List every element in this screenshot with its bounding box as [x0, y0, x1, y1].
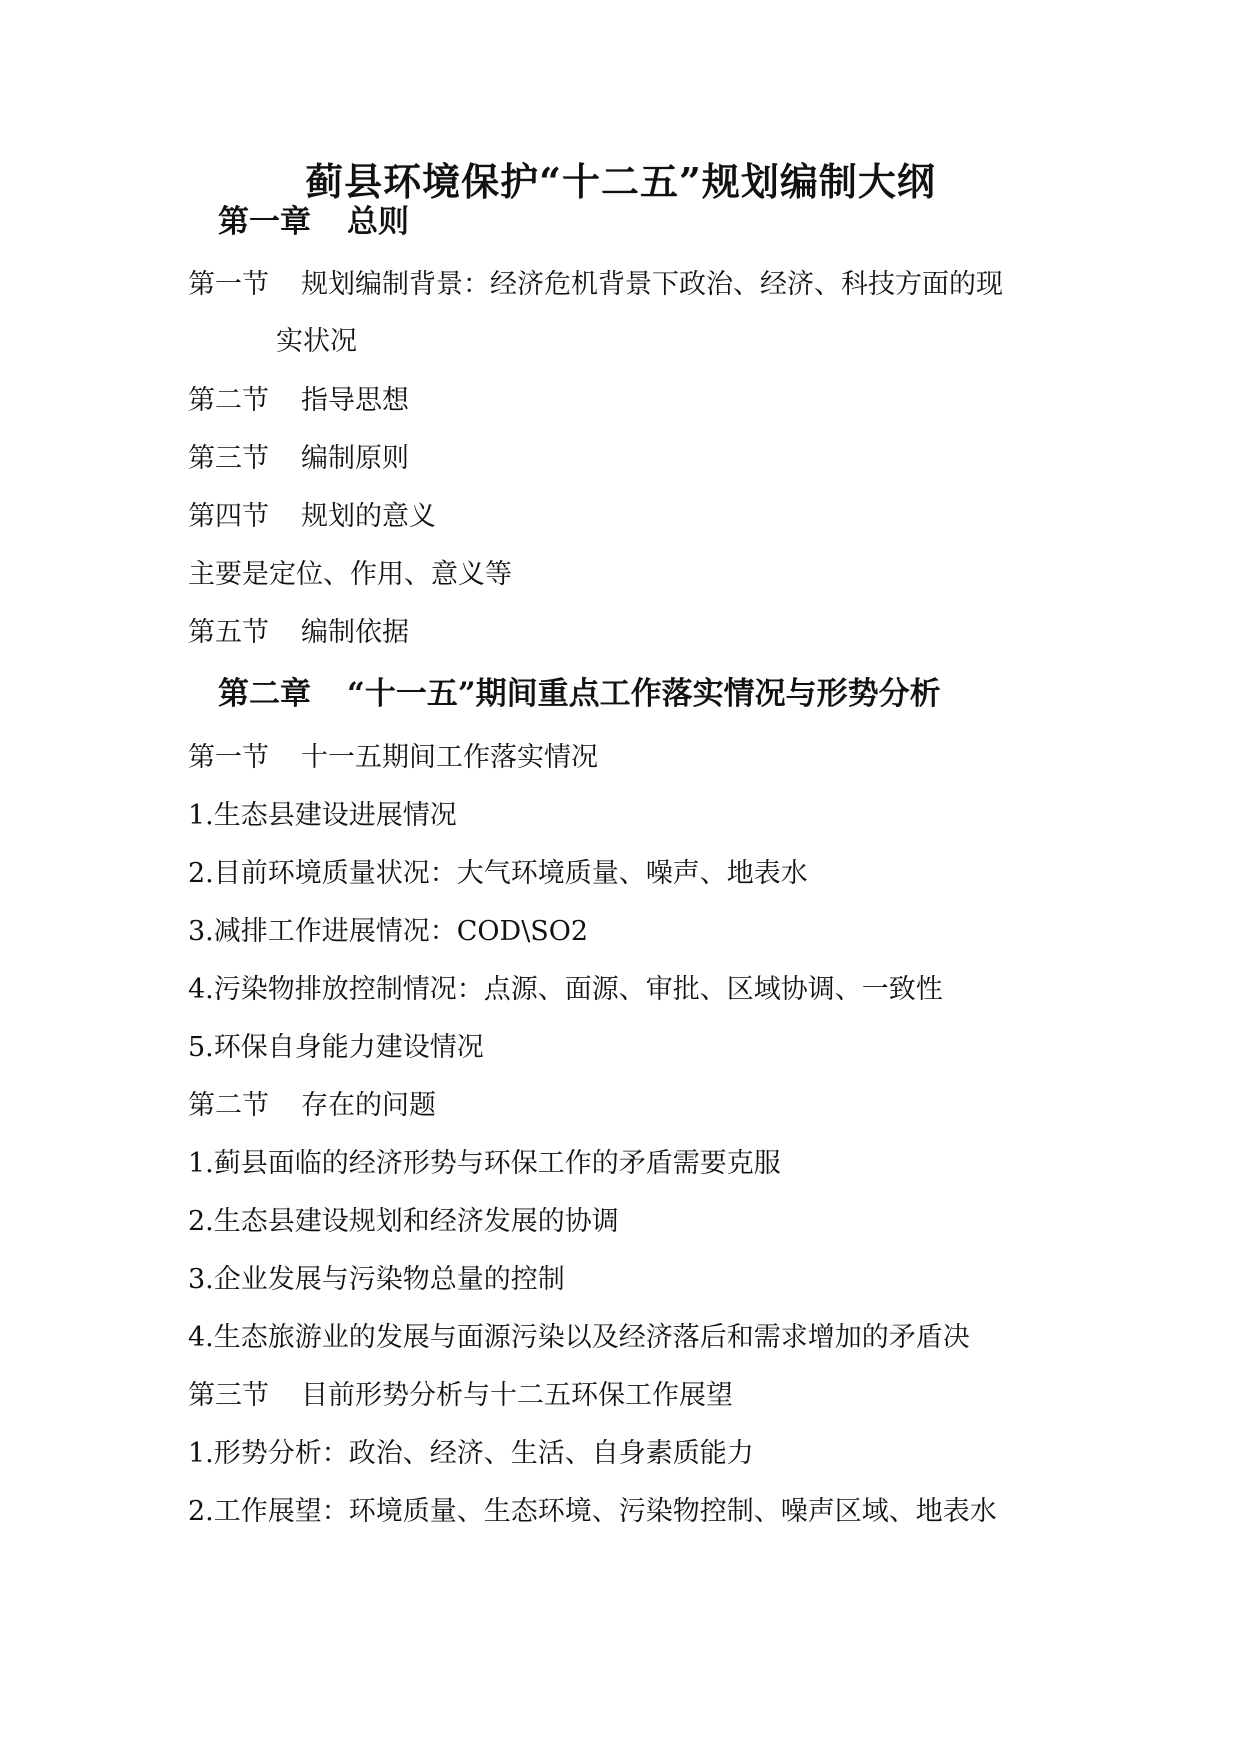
- list-item: 1.形势分析：政治、经济、生活、自身素质能力: [188, 1438, 754, 1469]
- ch1-section-4: [188, 497, 436, 537]
- chapter-1-heading: [218, 200, 409, 244]
- section-number: 第三节: [188, 443, 269, 474]
- chapter-1-number: 第一章: [218, 204, 311, 240]
- list-item: 5.环保自身能力建设情况: [188, 1032, 484, 1063]
- ch2-section-1: [188, 738, 598, 778]
- section-number: 第三节: [188, 1380, 269, 1411]
- section-title: 存在的问题: [301, 1090, 436, 1121]
- section-number: 第二节: [188, 385, 269, 416]
- ch1-section-2: [188, 381, 409, 421]
- chapter-2-title: “十一五”期间重点工作落实情况与形势分析: [347, 676, 941, 712]
- section-title: 编制原则: [301, 443, 409, 474]
- list-item: 4.生态旅游业的发展与面源污染以及经济落后和需求增加的矛盾决: [188, 1322, 970, 1353]
- list-item: 1.生态县建设进展情况: [188, 800, 457, 831]
- list-item: 3.减排工作进展情况：COD\SO2: [188, 916, 589, 947]
- ch2-section-3: [188, 1376, 733, 1416]
- ch1-section-5: [188, 613, 409, 653]
- section-number: 第一节: [188, 742, 269, 773]
- list-item: 2.工作展望：环境质量、生态环境、污染物控制、噪声区域、地表水: [188, 1496, 997, 1527]
- section-number: 第四节: [188, 501, 269, 532]
- list-item: 3.企业发展与污染物总量的控制: [188, 1264, 565, 1295]
- ch1-section-1: [188, 265, 1003, 305]
- section-title: 规划的意义: [301, 501, 436, 532]
- list-item: 4.污染物排放控制情况：点源、面源、审批、区域协调、一致性: [188, 974, 943, 1005]
- chapter-1-title: 总则: [347, 204, 409, 240]
- section-title: 编制依据: [301, 617, 409, 648]
- chapter-2-heading: [218, 672, 941, 716]
- section-number: 第一节: [188, 269, 269, 300]
- document-title: 蓟县环境保护“十二五”规划编制大纲: [305, 159, 936, 204]
- list-item: 1.蓟县面临的经济形势与环保工作的矛盾需要克服: [188, 1148, 781, 1179]
- ch2-section-2: [188, 1086, 436, 1126]
- ch1-section-1-continuation: 实状况: [276, 326, 357, 357]
- ch1-note: 主要是定位、作用、意义等: [188, 559, 512, 590]
- section-title: 目前形势分析与十二五环保工作展望: [301, 1380, 733, 1411]
- section-number: 第二节: [188, 1090, 269, 1121]
- section-title: 十一五期间工作落实情况: [301, 742, 598, 773]
- list-item: 2.目前环境质量状况：大气环境质量、噪声、地表水: [188, 858, 808, 889]
- ch1-section-3: [188, 439, 409, 479]
- chapter-2-number: 第二章: [218, 676, 311, 712]
- section-title: 指导思想: [301, 385, 409, 416]
- section-number: 第五节: [188, 617, 269, 648]
- section-title: 规划编制背景：经济危机背景下政治、经济、科技方面的现: [301, 269, 1003, 300]
- list-item: 2.生态县建设规划和经济发展的协调: [188, 1206, 619, 1237]
